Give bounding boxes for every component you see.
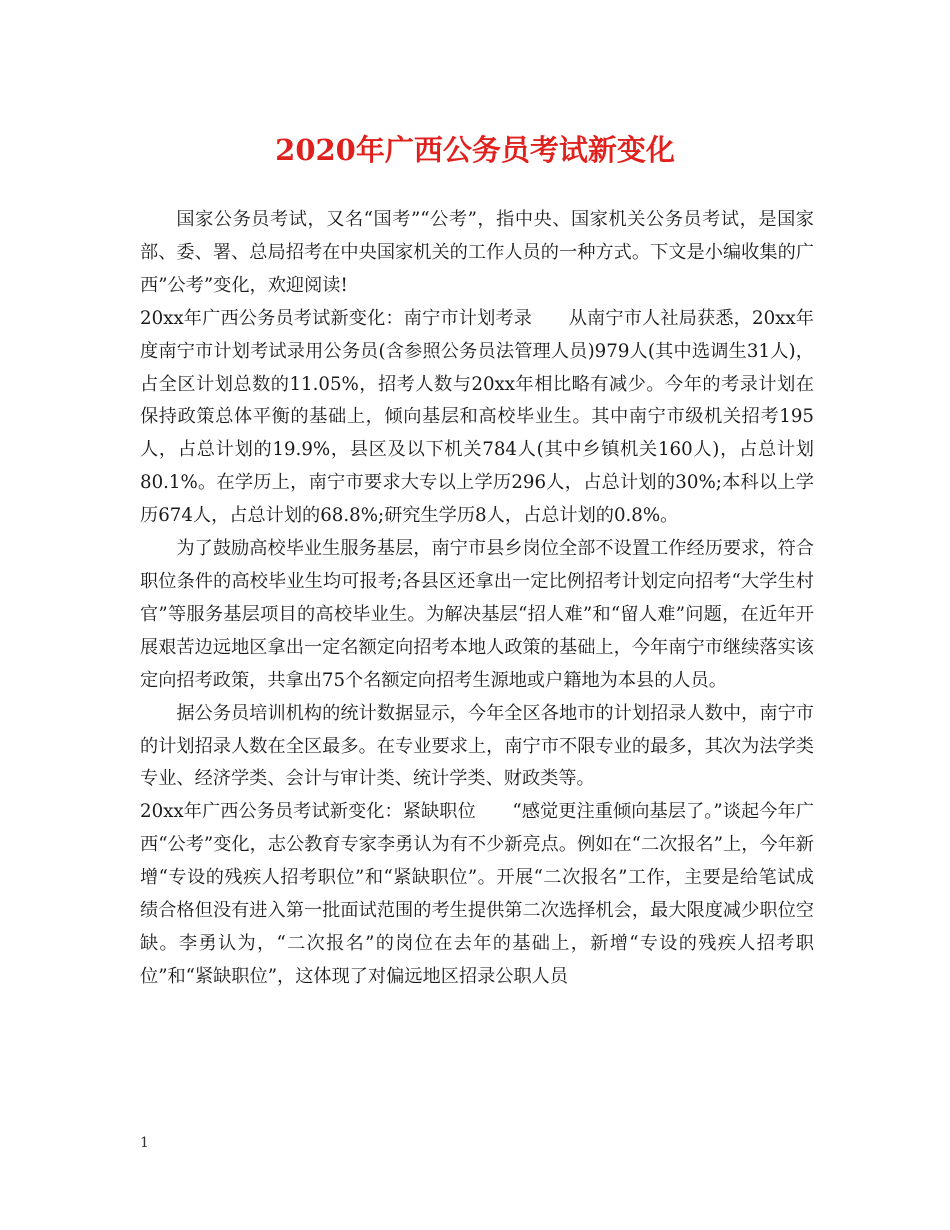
paragraph: 20xx年广西公务员考试新变化：紧缺职位 “感觉更注重倾向基层了。”谈起今年广西“公考”变化，志公教育专家李勇认为有不少新亮点。例如在“二次报名”上，今年新增“专设的残疾人招考职位”和“紧缺职位”。开展“二次报名”工作，主要是给笔试成绩合格但没有进入第一批面试范围的考生提供第二次选择机会，最大限度减少职位空缺。李勇认为，“二次报名”的岗位在去年的基础上，新增“专设的残疾人招考职位”和“紧缺职位”，这体现了对偏远地区招录公职人员: [140, 801, 814, 987]
document-body: [140, 204, 814, 994]
paragraph: 国家公务员考试，又名“国考”“公考”，指中央、国家机关公务员考试，是国家部、委、署、总局招考在中央国家机关的工作人员的一种方式。下文是小编收集的广西”公考”变化，欢迎阅读!: [140, 209, 814, 296]
document-title: 2020年广西公务员考试新变化: [275, 133, 675, 167]
paragraph: 20xx年广西公务员考试新变化：南宁市计划考录 从南宁市人社局获悉，20xx年度南宁市计划考试录用公务员(含参照公务员法管理人员)979人(其中选调生31人)，占全区计划总数的11.05%，招考人数与20xx年相比略有减少。今年的考录计划在保持政策总体平衡的基础上，倾向基层和高校毕业生。其中南宁市级机关招考195人，占总计划的19.9%，县区及以下机关784人(其中乡镇机关160人)，占总计划80.1%。在学历上，南宁市要求大专以上学历296人，占总计划的30%;本科以上学历674人，占总计划的68.8%;研究生学历8人，占总计划的0.8%。: [140, 307, 814, 527]
paragraph: 据公务员培训机构的统计数据显示，今年全区各地市的计划招录人数中，南宁市的计划招录人数在全区最多。在专业要求上，南宁市不限专业的最多，其次为法学类专业、经济学类、会计与审计类、统计学类、财政类等。: [140, 702, 814, 790]
paragraph: 为了鼓励高校毕业生服务基层，南宁市县乡岗位全部不设置工作经历要求，符合职位条件的高校毕业生均可报考;各县区还拿出一定比例招考计划定向招考“大学生村官”等服务基层项目的高校毕业生。为解决基层“招人难”和“留人难”问题，在近年开展艰苦边远地区拿出一定名额定向招考本地人政策的基础上，今年南宁市继续落实该定向招考政策，共拿出75个名额定向招考生源地或户籍地为本县的人员。: [140, 538, 814, 691]
page-number: 1: [140, 1135, 149, 1151]
